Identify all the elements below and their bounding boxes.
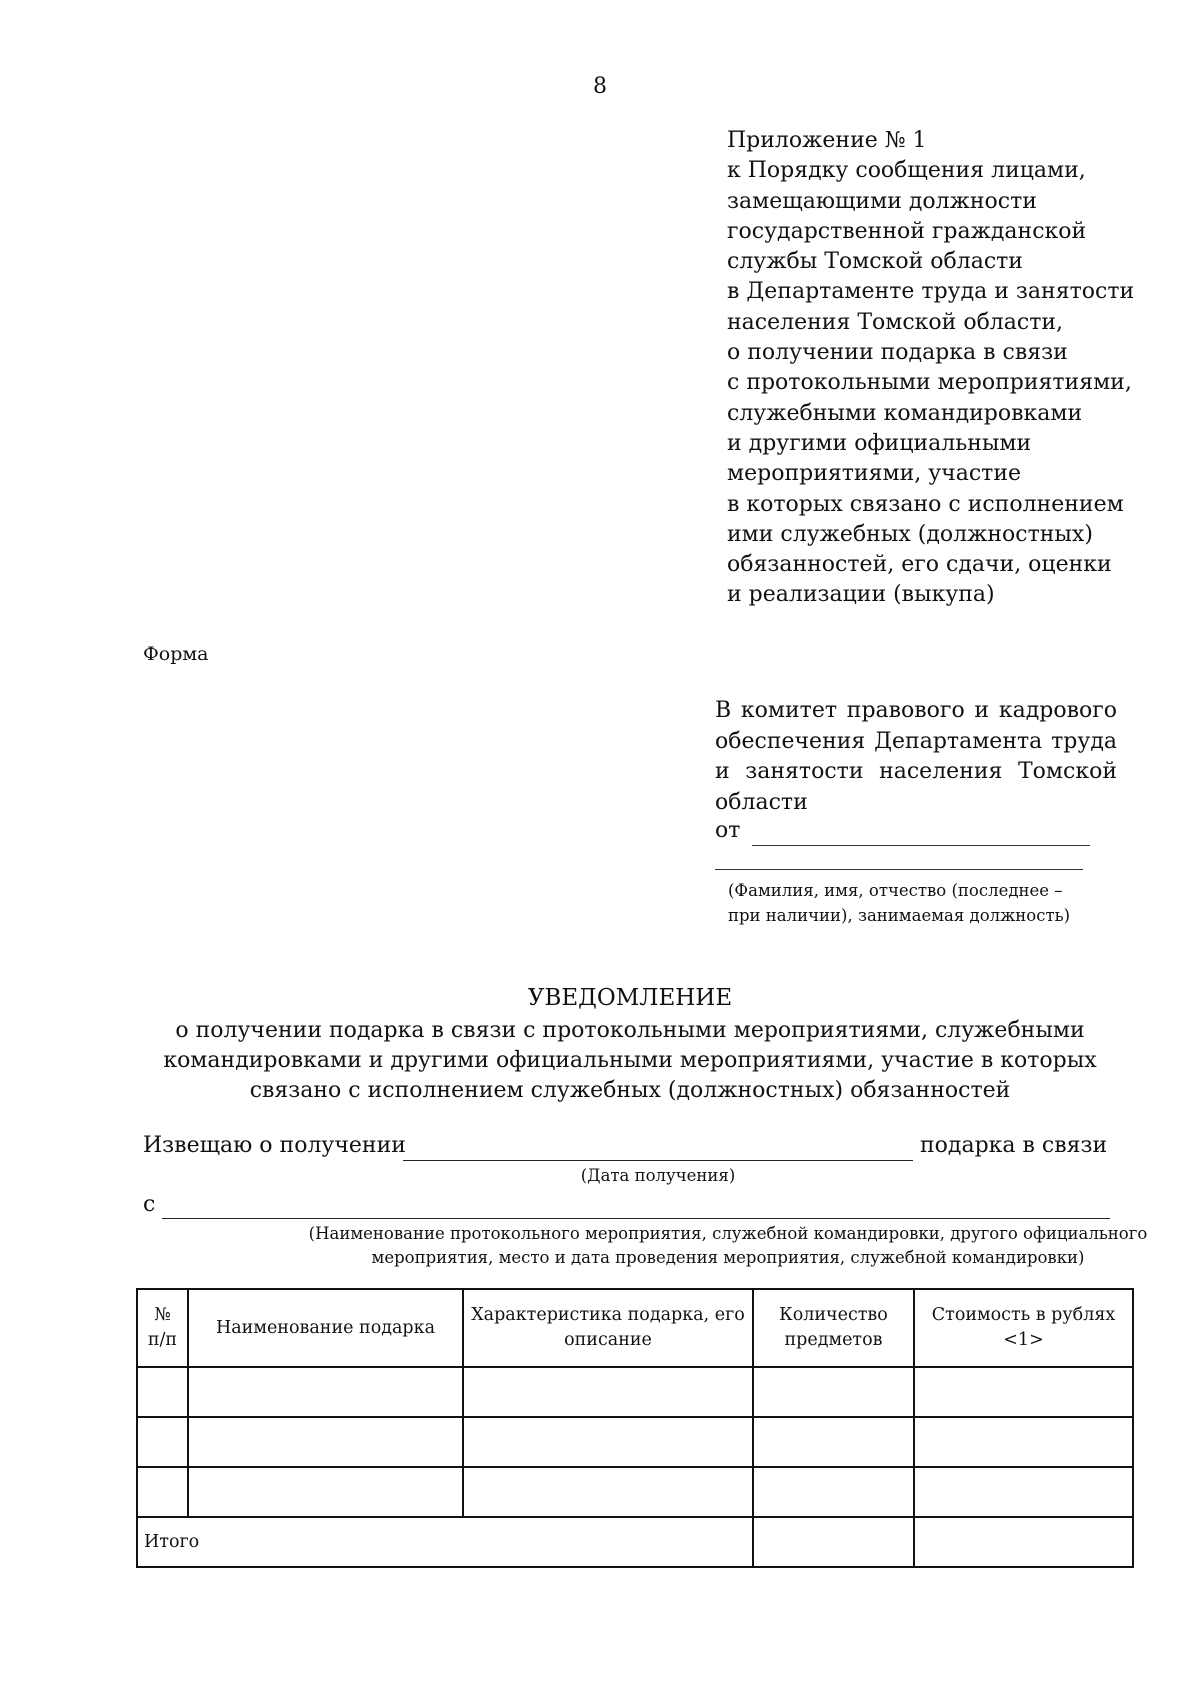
table-cell[interactable] bbox=[914, 1417, 1133, 1467]
addressee-line: В комитет правового и кадрового bbox=[715, 698, 1117, 723]
addressee-line: и занятости населения Томской bbox=[715, 759, 1117, 784]
table-cell[interactable] bbox=[188, 1467, 463, 1517]
table-cell[interactable] bbox=[137, 1467, 188, 1517]
appendix-line: с протокольными мероприятиями, bbox=[727, 370, 1132, 396]
total-quantity-cell[interactable] bbox=[753, 1517, 914, 1567]
document-subtitle bbox=[0, 1016, 1200, 1106]
from-fill-line bbox=[752, 845, 1090, 846]
addressee-line: области bbox=[715, 789, 808, 815]
appendix-line: службы Томской области bbox=[727, 249, 1023, 275]
table-total-row bbox=[137, 1517, 1133, 1567]
appendix-line: обязанностей, его сдачи, оценки bbox=[727, 552, 1112, 578]
appendix-line: к Порядку сообщения лицами, bbox=[727, 158, 1086, 184]
header-num-line: № bbox=[154, 1305, 171, 1325]
table-cell[interactable] bbox=[188, 1417, 463, 1467]
table-cell[interactable] bbox=[914, 1467, 1133, 1517]
appendix-line: ими служебных (должностных) bbox=[727, 521, 1093, 547]
header-cost-line: Стоимость в рублях bbox=[931, 1305, 1116, 1325]
table-cell[interactable] bbox=[188, 1367, 463, 1417]
from-label: от bbox=[715, 818, 741, 843]
header-gift-name bbox=[188, 1289, 463, 1367]
date-caption: (Дата получения) bbox=[580, 1166, 736, 1185]
table-cell[interactable] bbox=[753, 1417, 914, 1467]
name-caption-line: при наличии), занимаемая должность) bbox=[728, 906, 1071, 925]
appendix-line: государственной гражданской bbox=[727, 218, 1087, 244]
addressee-line: обеспечения Департамента труда bbox=[715, 728, 1117, 754]
table-row bbox=[137, 1467, 1133, 1517]
event-caption-line: мероприятия, место и дата проведения мероприятия, служебной командировки) bbox=[371, 1248, 1085, 1267]
form-label: Форма bbox=[143, 643, 209, 665]
table-row bbox=[137, 1367, 1133, 1417]
total-cost-cell[interactable] bbox=[914, 1517, 1133, 1567]
addressee-block bbox=[715, 696, 1117, 818]
subtitle-line: связано с исполнением служебных (должностных) обязанностей bbox=[249, 1078, 1011, 1103]
table-cell[interactable] bbox=[753, 1367, 914, 1417]
table-cell[interactable] bbox=[137, 1417, 188, 1467]
event-caption-line: (Наименование протокольного мероприятия, служебной командировки, другого официального bbox=[308, 1224, 1148, 1243]
appendix-line: служебными командировками bbox=[727, 400, 1083, 426]
appendix-line: о получении подарка в связи bbox=[727, 340, 1068, 366]
header-cost bbox=[914, 1289, 1133, 1367]
appendix-line: в Департаменте труда и занятости bbox=[727, 279, 1135, 305]
date-fill-line bbox=[403, 1160, 913, 1161]
document-title: УВЕДОМЛЕНИЕ bbox=[527, 985, 733, 1011]
header-quantity bbox=[753, 1289, 914, 1367]
header-num bbox=[137, 1289, 188, 1367]
header-num-line: п/п bbox=[147, 1330, 178, 1350]
header-cost-line: <1> bbox=[1003, 1330, 1044, 1350]
table-row bbox=[137, 1417, 1133, 1467]
table-cell[interactable] bbox=[463, 1467, 753, 1517]
header-qty-line: Количество bbox=[779, 1305, 888, 1325]
header-gift-description bbox=[463, 1289, 753, 1367]
appendix-line: населения Томской области, bbox=[727, 309, 1064, 335]
notification-text-start: Извещаю о получении bbox=[143, 1133, 406, 1158]
notification-text-end: подарка в связи bbox=[920, 1133, 1108, 1158]
name-fill-line bbox=[715, 869, 1083, 870]
event-caption bbox=[143, 1222, 1200, 1270]
subtitle-line: о получении подарка в связи с протокольными мероприятиями, служебными bbox=[175, 1018, 1085, 1043]
total-label: Итого bbox=[137, 1517, 753, 1567]
appendix-heading bbox=[727, 126, 1167, 611]
header-qty-line: предметов bbox=[784, 1330, 883, 1350]
appendix-line: в которых связано с исполнением bbox=[727, 491, 1124, 517]
appendix-line: и другими официальными bbox=[727, 430, 1032, 456]
subtitle-line: командировками и другими официальными мероприятиями, участие в которых bbox=[163, 1048, 1097, 1073]
gifts-table bbox=[136, 1288, 1134, 1568]
appendix-line: замещающими должности bbox=[727, 188, 1037, 214]
table-cell[interactable] bbox=[463, 1367, 753, 1417]
name-caption bbox=[728, 878, 1070, 928]
table-cell[interactable] bbox=[753, 1467, 914, 1517]
header-desc-line: Характеристика подарка, его bbox=[471, 1305, 745, 1325]
appendix-line: Приложение № 1 bbox=[727, 128, 927, 153]
table-cell[interactable] bbox=[914, 1367, 1133, 1417]
table-cell[interactable] bbox=[137, 1367, 188, 1417]
header-desc-line: описание bbox=[564, 1330, 652, 1350]
event-prefix: с bbox=[143, 1192, 156, 1217]
page-number: 8 bbox=[593, 74, 607, 99]
appendix-line: мероприятиями, участие bbox=[727, 461, 1022, 487]
header-gift-name-text: Наименование подарка bbox=[215, 1317, 436, 1338]
name-caption-line: (Фамилия, имя, отчество (последнее – bbox=[728, 881, 1063, 900]
appendix-line: и реализации (выкупа) bbox=[727, 582, 995, 608]
table-header-row bbox=[137, 1289, 1133, 1367]
table-cell[interactable] bbox=[463, 1417, 753, 1467]
event-fill-line bbox=[162, 1218, 1110, 1219]
